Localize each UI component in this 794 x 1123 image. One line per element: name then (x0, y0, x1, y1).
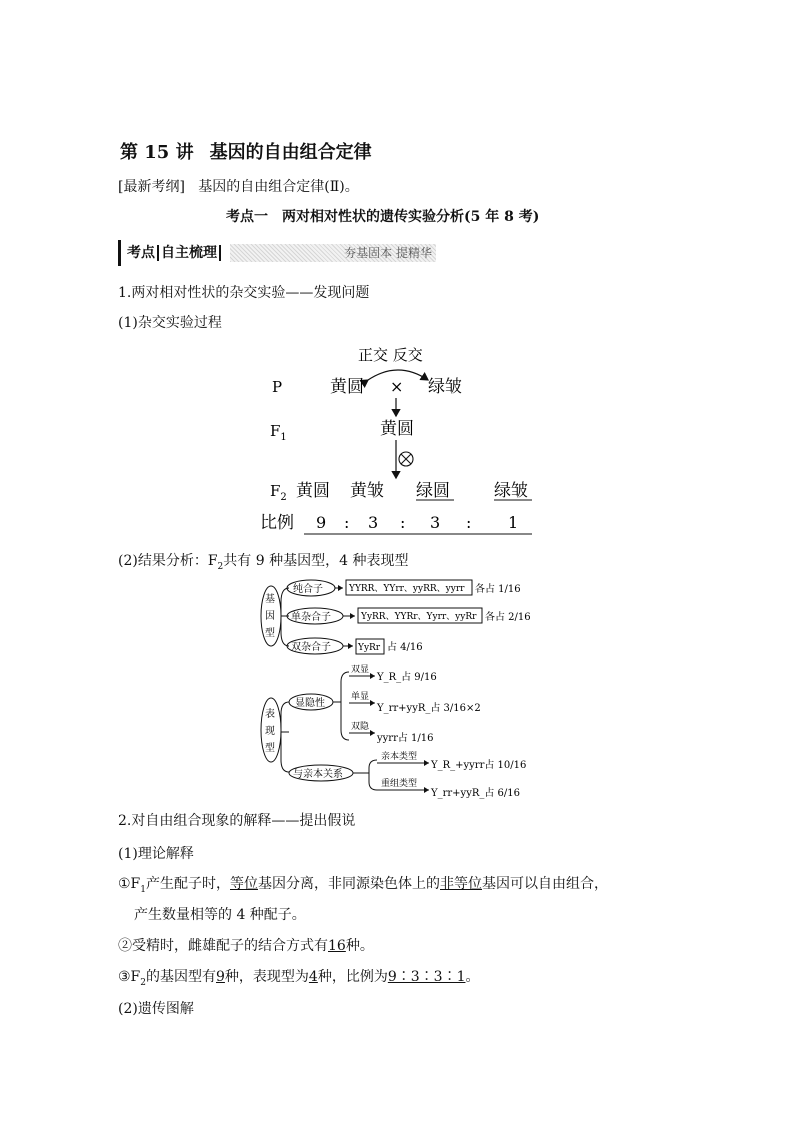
genotype-brace (281, 588, 289, 646)
explanation-1: $①F_1$产生配子时，等位基因分离，非同源染色体上的非等位基因可以自由组合， (118, 876, 608, 895)
blank-combinations: 16 (328, 938, 346, 954)
banner-tag-text: 考点 (127, 245, 155, 261)
double-heterozygous-label: 双杂合子 (291, 642, 331, 653)
page-title (120, 138, 372, 164)
cross-diagram (250, 340, 550, 540)
ratio-sep-2: : (400, 513, 406, 532)
explanation-3: $③F_2$的基因型有9种，表现型为4种，比例为9∶3∶3∶1。 (118, 969, 480, 988)
ratio-sep-3: : (466, 513, 472, 532)
homozygous-genotypes: YYRR、YYrr、yyRR、yyrr (349, 584, 465, 594)
subheading-genetic-diagram: (2)遗传图解 (118, 1001, 194, 1017)
relation-brace (369, 760, 377, 790)
banner-right-text: 夯基固本 提精华 (344, 246, 432, 260)
double-heterozygous-genotype: YyRr (358, 643, 381, 653)
subheading-cross-process: (1)杂交实验过程 (118, 315, 222, 331)
syllabus-tag: [最新考纲] (118, 179, 185, 195)
banner-divider-2 (219, 245, 221, 261)
banner-tag-text-2: 自主梳理 (161, 245, 217, 261)
relation-label: 与亲本关系 (293, 769, 343, 780)
blank-ratio: 9∶3∶3∶1 (387, 969, 466, 985)
single-heterozygous-genotypes: YyRR、YYRr、Yyrr、yyRr (361, 612, 477, 622)
ratio-label: 比例 (260, 513, 294, 533)
double-heterozygous-note: 占 4/16 (387, 642, 423, 653)
recombinant-type-text: Y_rr+yyR_占 6/16 (431, 788, 521, 799)
parent2-phenotype: 绿皱 (428, 377, 462, 397)
section-title: 考点一 两对相对性状的遗传实验分析(5 年 8 考) (226, 209, 540, 225)
f1-phenotype: 黄圆 (380, 419, 414, 439)
blank-genotype-count: 9 (216, 969, 225, 985)
ratio-value-1: 9 (316, 513, 327, 532)
parental-type-tag: 亲本类型 (381, 752, 418, 762)
ratio-sep-1: : (344, 513, 350, 532)
double-dominant-text: Y_R_占 9/16 (377, 672, 437, 683)
lecture-number: 第 15 讲 (120, 142, 194, 163)
dominance-brace (341, 672, 349, 740)
explanation-1-line2: 产生数量相等的 4 种配子。 (134, 907, 306, 923)
single-heterozygous-label: 单杂合子 (291, 612, 331, 623)
section-banner (118, 240, 436, 266)
ratio-value-4: 1 (508, 513, 519, 532)
syllabus-line (118, 176, 359, 196)
result-analysis-heading: (2)结果分析：$F_2$共有 9 种基因型，4 种表现型 (118, 553, 409, 572)
cross-symbol: × (390, 377, 404, 396)
genotype-root-char-2: 因 (265, 611, 275, 622)
analysis-tree (255, 572, 555, 802)
parental-type-text: Y_R_+yyrr占 10/16 (431, 760, 527, 771)
f2-phenotype-2: 黄皱 (350, 481, 384, 501)
single-heterozygous-note: 各占 2/16 (485, 612, 531, 623)
heading-1: 1.两对相对性状的杂交实验——发现问题 (118, 285, 370, 301)
lecture-title: 基因的自由组合定律 (209, 142, 372, 163)
genotype-root-char-3: 型 (265, 628, 275, 639)
dominance-label: 显隐性 (295, 698, 325, 709)
generation-f2: $F_2$ (270, 482, 287, 503)
generation-f1: $F_1$ (270, 422, 287, 443)
reciprocal-label: 正交 反交 (358, 346, 423, 364)
single-dominant-text: Y_rr+yyR_占 3/16×2 (377, 703, 481, 714)
generation-p: P (272, 378, 283, 396)
banner-divider (157, 245, 159, 261)
homozygous-note: 各占 1/16 (475, 584, 521, 595)
blank-allelic: 等位 (230, 876, 258, 892)
banner-tag (118, 240, 229, 266)
phenotype-root-char-3: 型 (265, 743, 275, 754)
phenotype-root-char-1: 表 (265, 709, 275, 720)
recombinant-type-tag: 重组类型 (381, 779, 418, 789)
ratio-value-2: 3 (368, 513, 379, 532)
explanation-2: ②受精时，雌雄配子的结合方式有16种。 (118, 938, 374, 954)
parent1-phenotype: 黄圆 (330, 377, 364, 397)
phenotype-root-char-2: 现 (265, 726, 275, 737)
subheading-theory: (1)理论解释 (118, 846, 194, 862)
ratio-value-3: 3 (430, 513, 441, 532)
blank-nonallelic: 非等位 (440, 876, 482, 892)
heading-2: 2.对自由组合现象的解释——提出假说 (118, 813, 356, 829)
double-recessive-text: yyrr占 1/16 (377, 733, 434, 744)
homozygous-label: 纯合子 (293, 584, 323, 595)
phenotype-brace (281, 702, 289, 772)
selfing-icon (399, 452, 413, 466)
double-recessive-tag: 双隐 (351, 722, 370, 732)
double-dominant-tag: 双显 (351, 665, 370, 675)
syllabus-text: 基因的自由组合定律(Ⅱ)。 (198, 179, 359, 195)
f2-phenotype-3: 绿圆 (416, 481, 450, 501)
blank-phenotype-count: 4 (308, 969, 318, 985)
f2-phenotype-4: 绿皱 (494, 481, 528, 501)
genotype-root-char-1: 基 (265, 594, 275, 605)
single-dominant-tag: 单显 (351, 692, 370, 702)
f2-phenotype-1: 黄圆 (296, 481, 330, 501)
